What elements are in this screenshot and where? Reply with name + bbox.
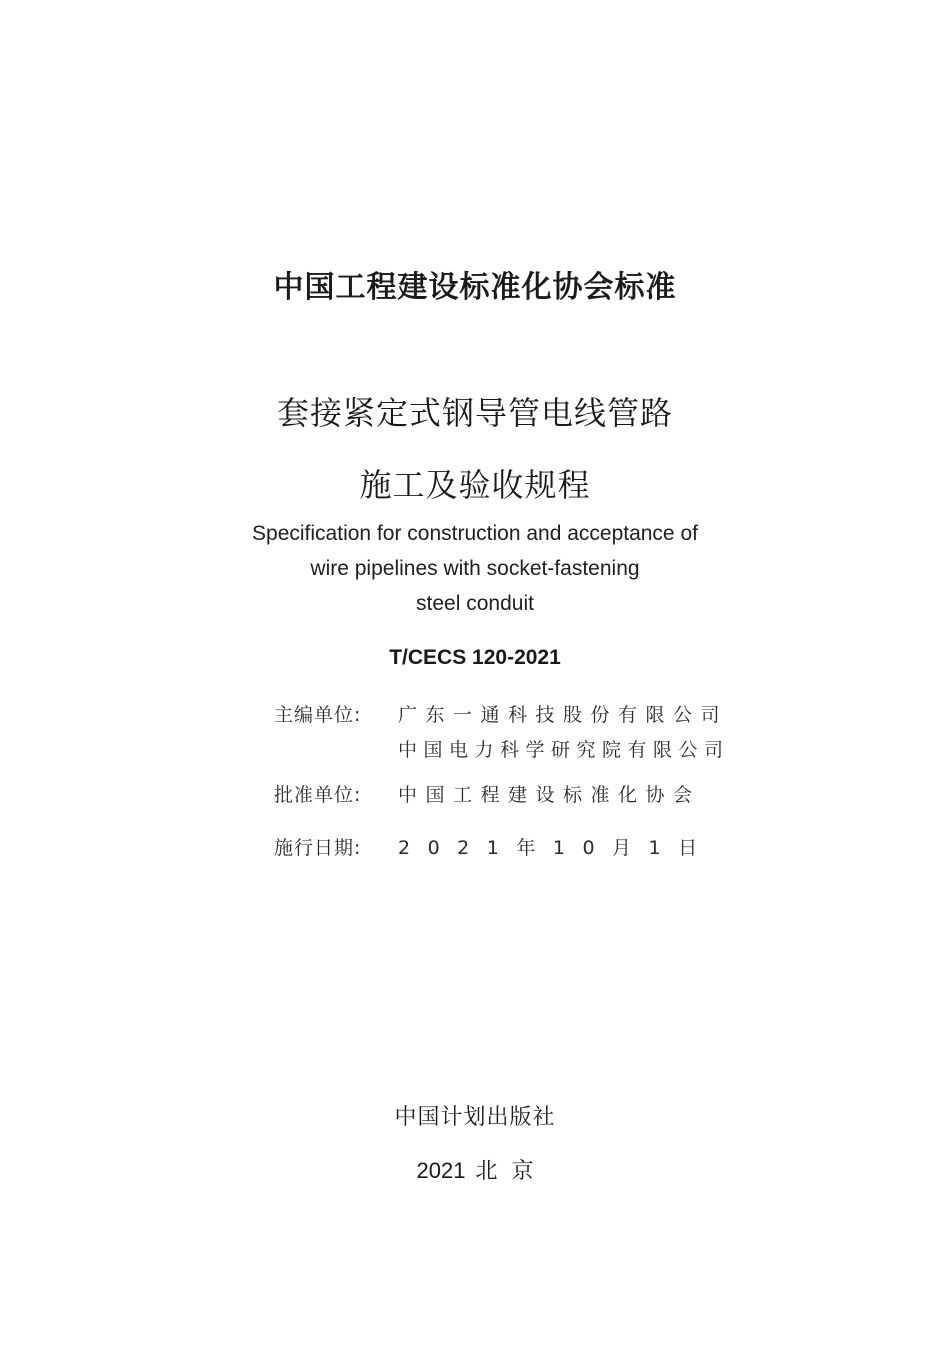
title-en-line-2: wire pipelines with socket-fastening: [310, 557, 640, 580]
approver-unit: 中国工程建设标准化协会: [398, 784, 701, 806]
editor-label: 主编单位:: [274, 704, 362, 726]
publication-place: [0, 1154, 950, 1185]
publisher-name: 中国计划出版社: [394, 1105, 556, 1130]
title-cn-line-2: 施工及验收规程: [359, 466, 591, 504]
title-en-line-1: Specification for construction and acceptance of: [252, 522, 698, 545]
effective-date-row: [274, 833, 715, 860]
approver-row: [274, 780, 701, 807]
publication-city-char-2: 京: [511, 1159, 534, 1184]
series-title: 中国工程建设标准化协会标准: [273, 270, 677, 305]
approver-label: 批准单位:: [274, 784, 362, 806]
effective-date-label: 施行日期:: [274, 837, 362, 859]
publication-year: 2021: [416, 1158, 466, 1183]
effective-date: 2021年10月1日: [398, 837, 715, 859]
editor-row-2: [274, 735, 730, 762]
editor-unit-2: 中国电力科学研究院有限公司: [398, 739, 730, 761]
editor-unit-1: 广东一通科技股份有限公司: [398, 704, 729, 726]
editor-row-1: [274, 700, 728, 727]
publication-city-char-1: 北: [475, 1159, 498, 1184]
title-cn-line-1: 套接紧定式钢导管电线管路: [276, 394, 673, 432]
standard-code: T/CECS 120-2021: [389, 646, 561, 669]
title-en-line-3: steel conduit: [416, 592, 534, 615]
